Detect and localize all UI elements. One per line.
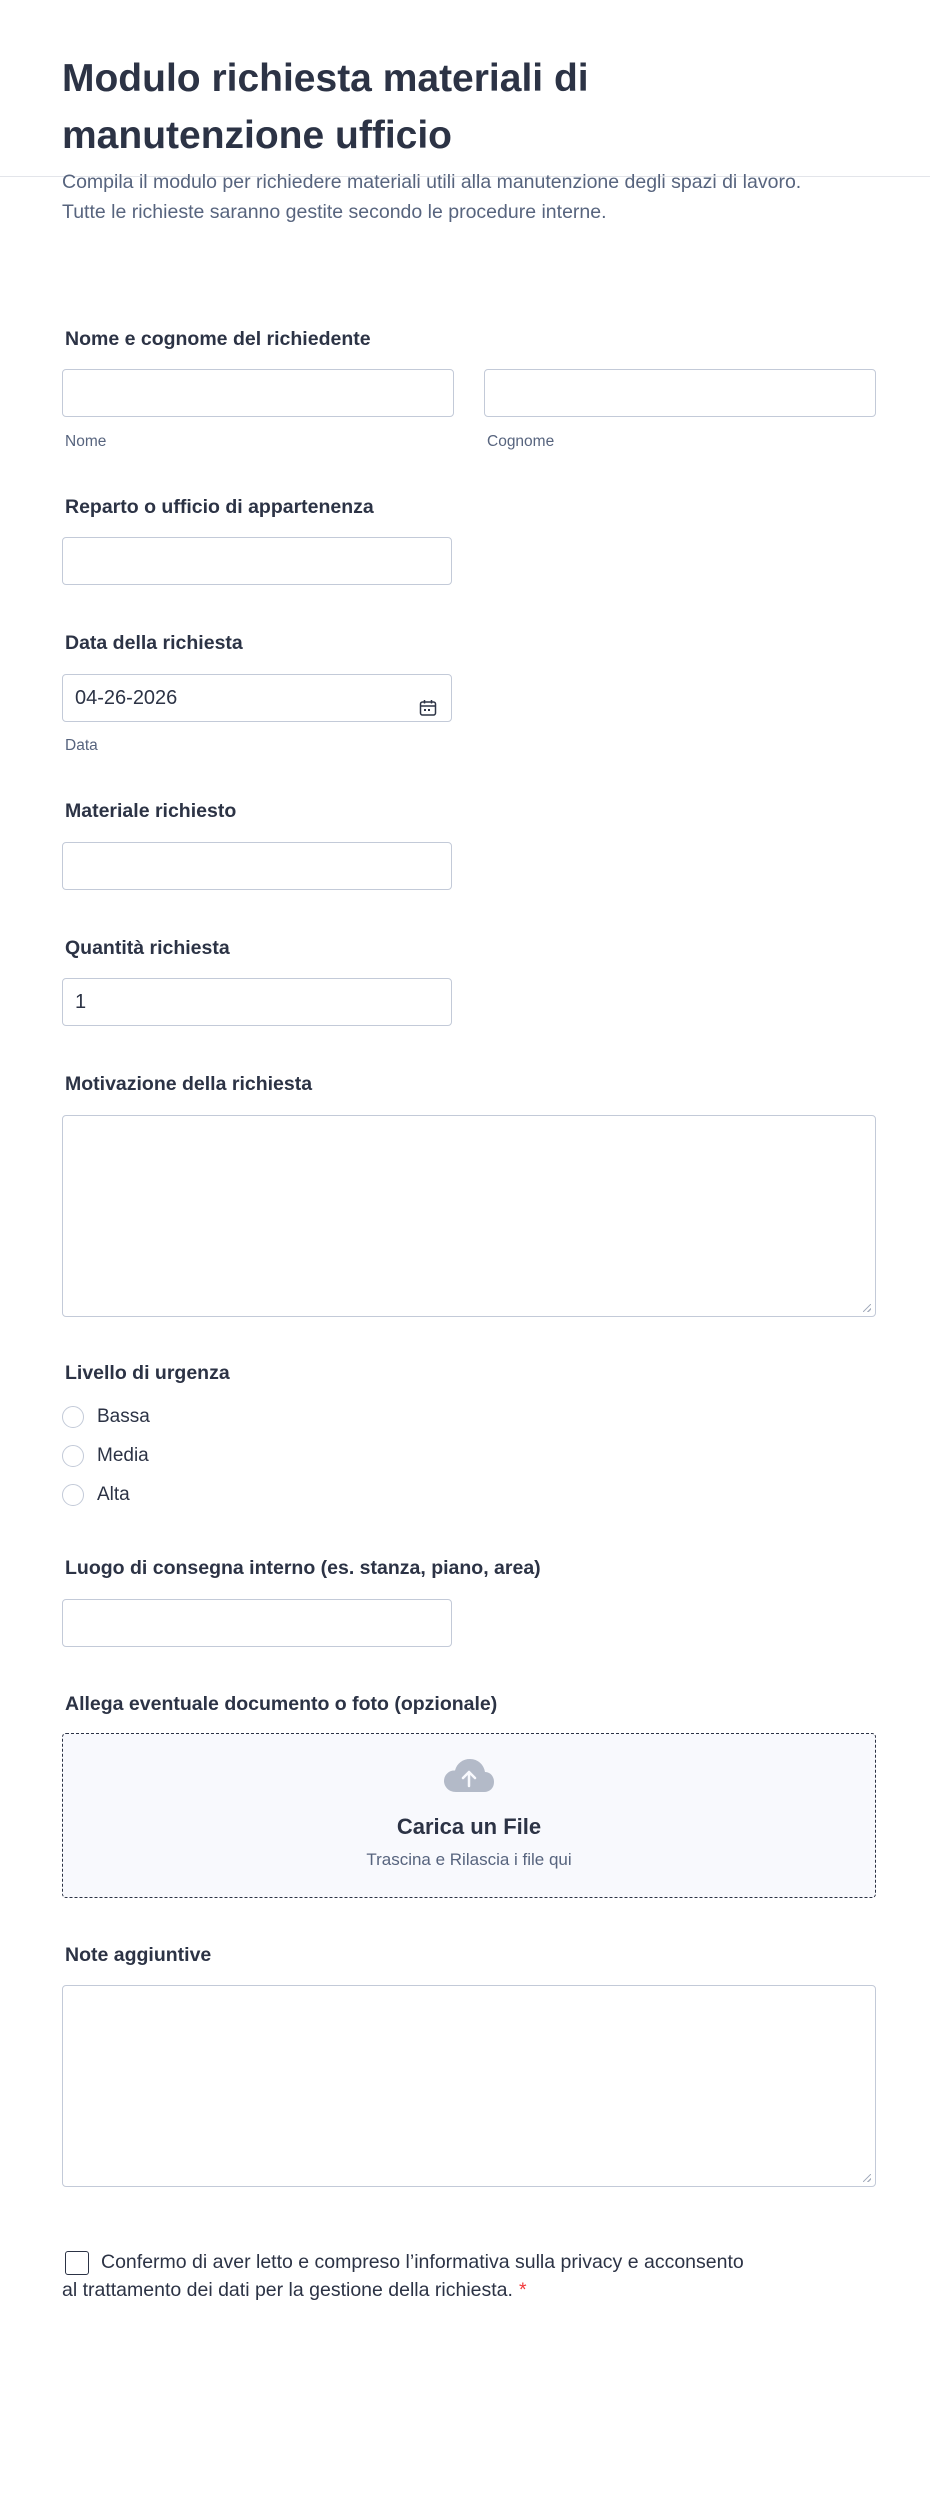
page-subtitle: Compila il modulo per richiedere materiali utili alla manutenzione degli spazi di lavoro. Tutte le richieste saranno gestite secondo le procedure interne. xyxy=(62,171,802,223)
radio-label: Media xyxy=(97,1445,149,1466)
resize-grip-icon[interactable] xyxy=(863,2174,871,2182)
upload-title: Carica un File xyxy=(396,1814,542,1839)
attachment-label: Allega eventuale documento o foto (opzionale) xyxy=(65,1693,498,1715)
material-input[interactable] xyxy=(62,842,452,890)
request-date-value: 04-26-2026 xyxy=(75,687,178,709)
quantity-label: Quantità richiesta xyxy=(65,937,230,959)
department-field xyxy=(62,496,374,519)
delivery-location-input[interactable] xyxy=(62,1599,452,1647)
radio-button[interactable] xyxy=(62,1484,84,1506)
resize-grip-icon[interactable] xyxy=(863,1304,871,1312)
attachment-field xyxy=(62,1693,497,1716)
urgency-field xyxy=(62,1362,230,1385)
consent-text: Confermo di aver letto e compreso l’informativa sulla privacy e acconsento al trattamento dei dati per la gestione della richiesta. xyxy=(62,2251,744,2301)
delivery-location-field xyxy=(62,1557,541,1580)
delivery-location-label: Luogo di consegna interno (es. stanza, piano, area) xyxy=(65,1557,541,1579)
quantity-field xyxy=(62,937,230,960)
notes-textarea[interactable] xyxy=(62,1985,876,2187)
motivation-field xyxy=(62,1073,312,1096)
cloud-upload-icon xyxy=(443,1758,495,1794)
consent-checkbox[interactable] xyxy=(65,2251,89,2275)
motivation-textarea[interactable] xyxy=(62,1115,876,1317)
required-asterisk: * xyxy=(518,2279,527,2301)
request-date-sublabel: Data xyxy=(65,737,98,754)
motivation-label: Motivazione della richiesta xyxy=(65,1073,313,1095)
form-header xyxy=(0,0,930,223)
urgency-option-alta[interactable] xyxy=(62,1481,130,1509)
first-name-sublabel: Nome xyxy=(65,433,107,450)
radio-button[interactable] xyxy=(62,1445,84,1467)
notes-label: Note aggiuntive xyxy=(65,1944,212,1966)
notes-field xyxy=(62,1944,211,1967)
department-input[interactable] xyxy=(62,537,452,585)
last-name-sublabel: Cognome xyxy=(487,433,555,450)
first-name-input[interactable] xyxy=(62,369,454,417)
calendar-icon[interactable] xyxy=(419,688,437,706)
radio-button[interactable] xyxy=(62,1406,84,1428)
request-date-label: Data della richiesta xyxy=(65,632,243,654)
requester-name-field xyxy=(62,328,371,351)
consent-field xyxy=(62,2248,762,2304)
quantity-input[interactable] xyxy=(62,978,452,1026)
upload-hint: Trascina e Rilascia i file qui xyxy=(366,1850,572,1869)
radio-label: Alta xyxy=(97,1484,130,1505)
urgency-label: Livello di urgenza xyxy=(65,1362,230,1384)
urgency-option-media[interactable] xyxy=(62,1442,149,1470)
request-date-input[interactable] xyxy=(62,674,452,722)
material-field xyxy=(62,800,236,823)
request-date-field xyxy=(62,632,243,655)
page-title: Modulo richiesta materiali di manutenzione ufficio xyxy=(62,57,589,157)
requester-name-label: Nome e cognome del richiedente xyxy=(65,328,371,350)
department-label: Reparto o ufficio di appartenenza xyxy=(65,496,374,518)
last-name-input[interactable] xyxy=(484,369,876,417)
radio-label: Bassa xyxy=(97,1406,150,1427)
urgency-option-bassa[interactable] xyxy=(62,1403,150,1431)
file-upload-dropzone[interactable] xyxy=(62,1733,876,1898)
material-label: Materiale richiesto xyxy=(65,800,237,822)
